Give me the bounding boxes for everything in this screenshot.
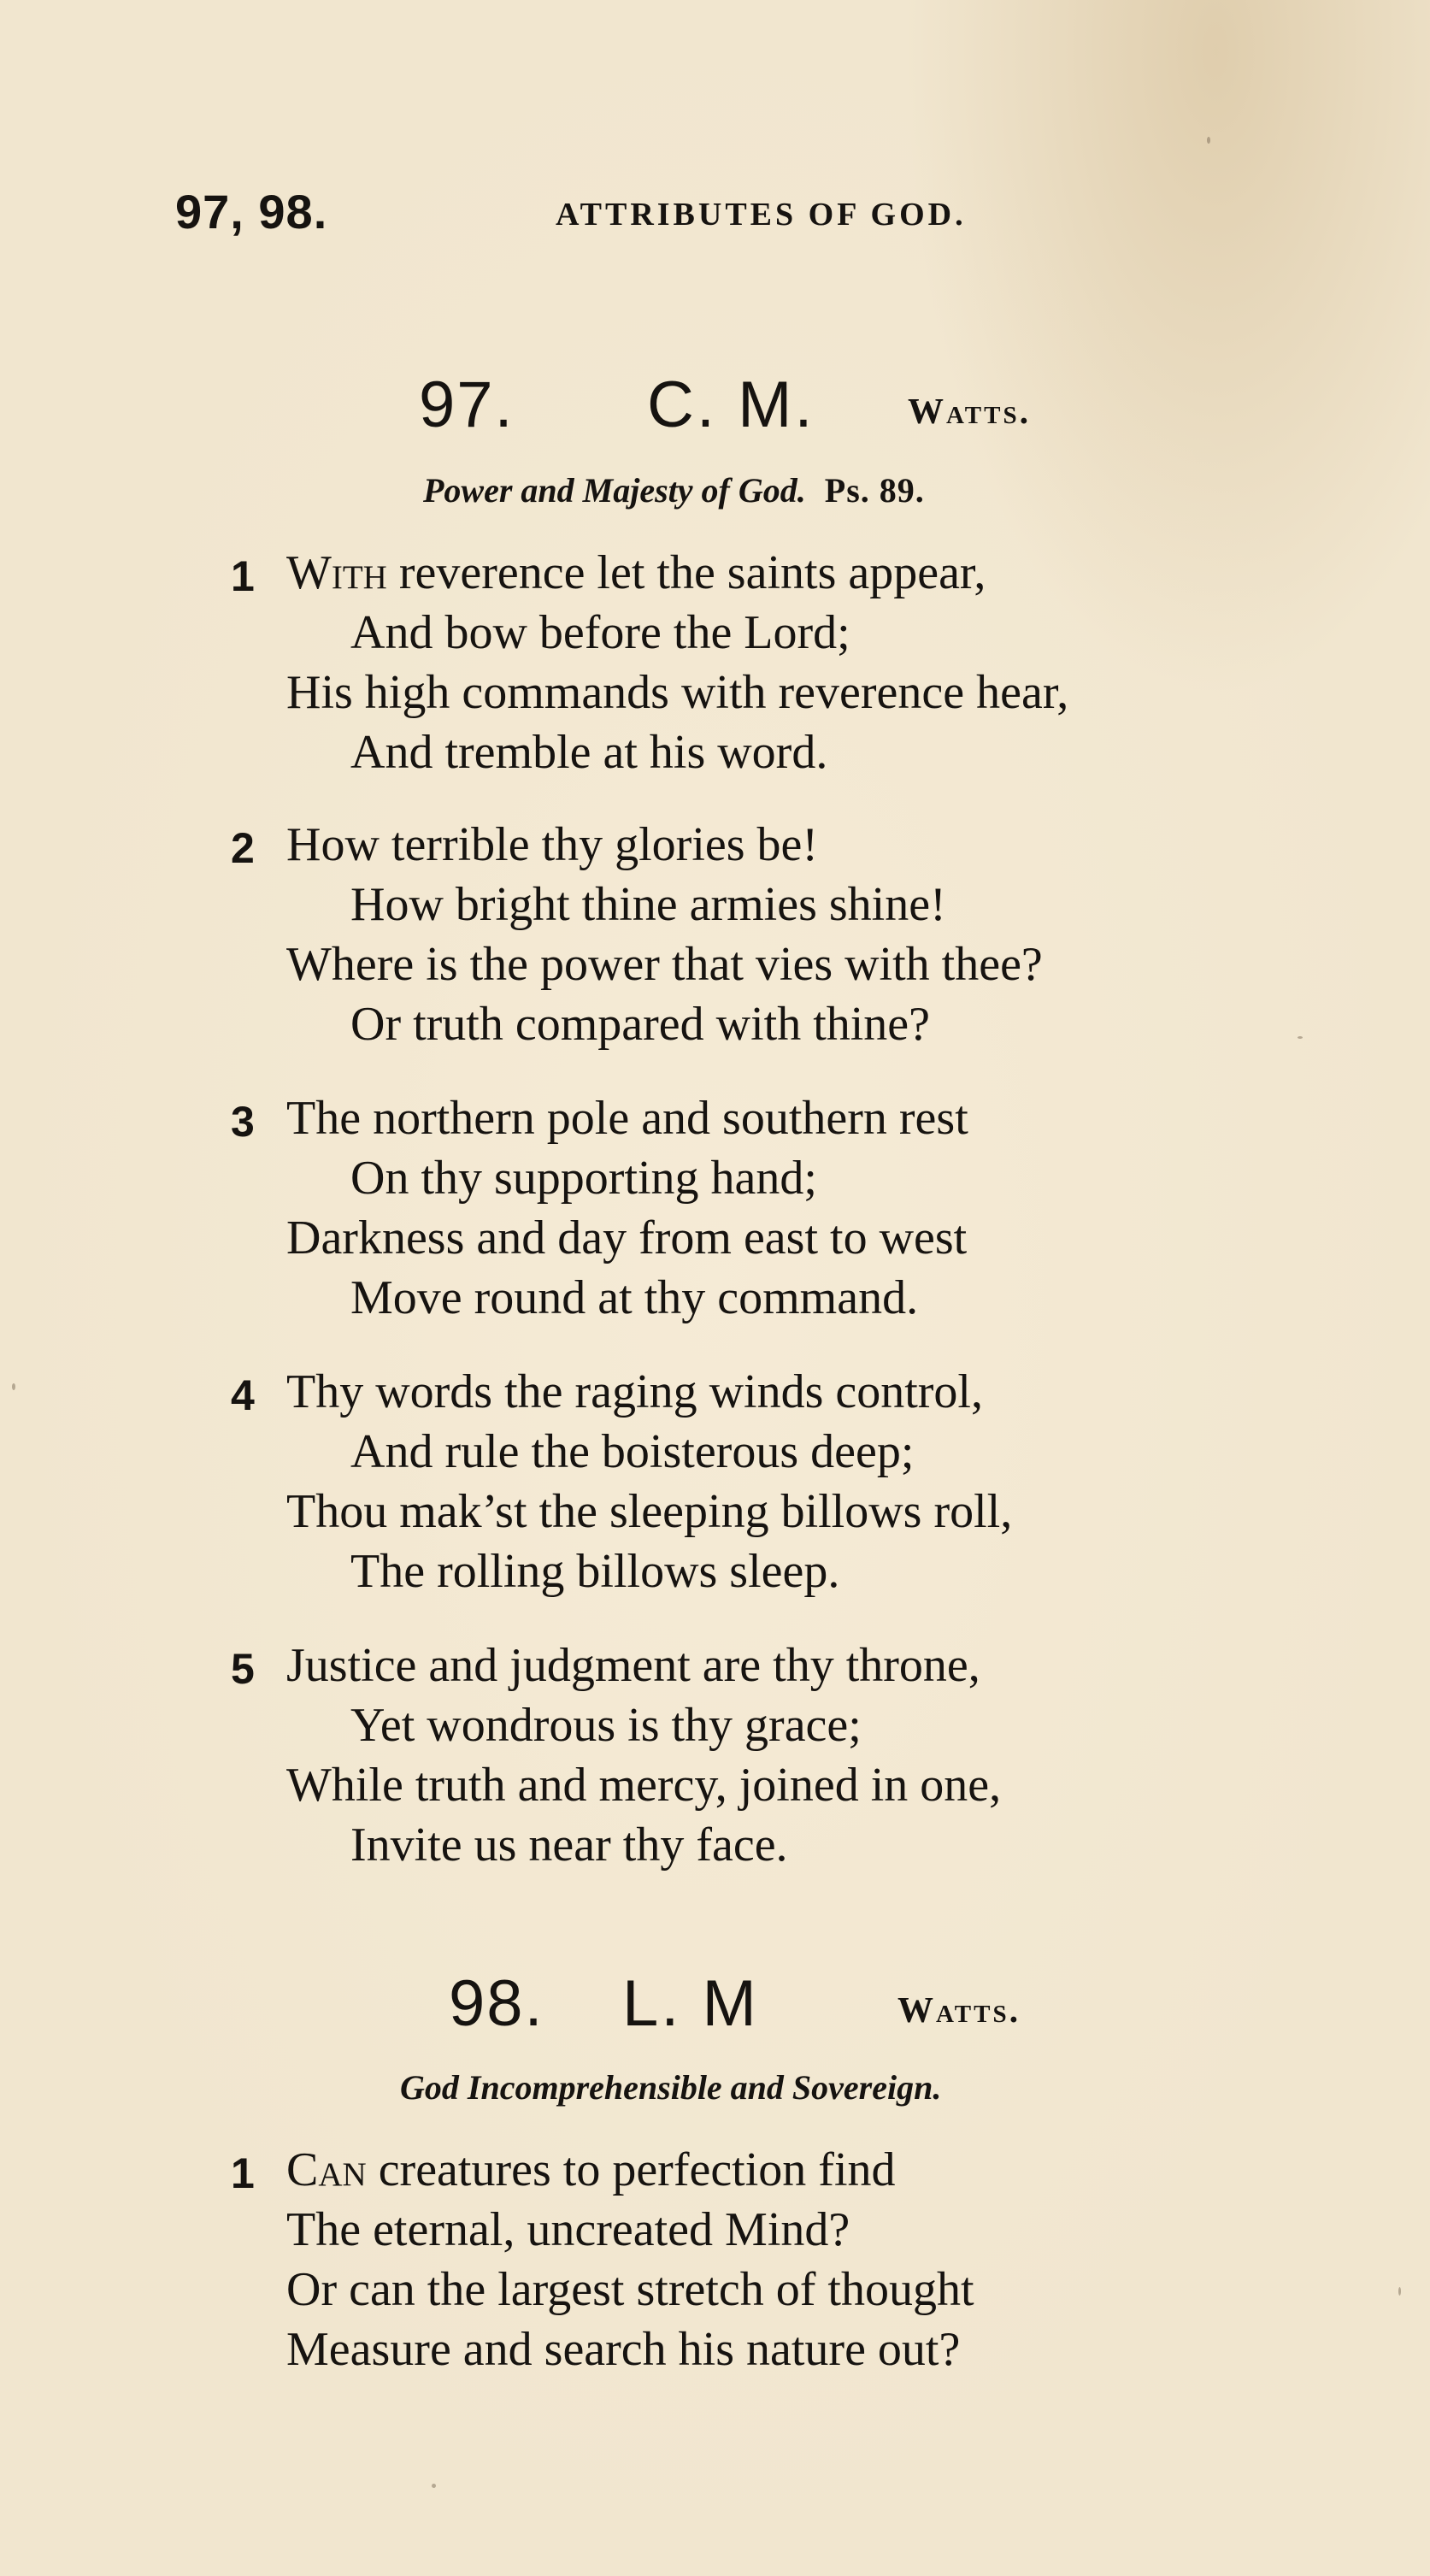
subtitle-text: Power and Majesty of God. bbox=[423, 471, 806, 510]
verse-line: Darkness and day from east to west bbox=[286, 1211, 968, 1264]
verse-line: Measure and search his nature out? bbox=[286, 2323, 961, 2376]
stanza-number: 1 bbox=[231, 552, 255, 600]
hymn-number: 98. bbox=[449, 1967, 544, 2040]
stanza-number: 5 bbox=[231, 1645, 255, 1693]
verse-line: Where is the power that vies with thee? bbox=[286, 938, 1043, 991]
paper-speck bbox=[1398, 2287, 1401, 2296]
verse-line: Invite us near thy face. bbox=[350, 1819, 788, 1872]
verse-line: Thy words the raging winds control, bbox=[286, 1365, 983, 1418]
hymn-98-subtitle bbox=[400, 2067, 941, 2107]
verse-line: His high commands with reverence hear, bbox=[286, 666, 1069, 719]
verse-line: Thou mak’st the sleeping billows roll, bbox=[286, 1485, 1013, 1538]
verse-line: And tremble at his word. bbox=[350, 726, 828, 779]
running-head bbox=[175, 184, 1081, 239]
stanza-number: 1 bbox=[231, 2149, 255, 2197]
verse-line: The eternal, uncreated Mind? bbox=[286, 2203, 850, 2256]
verse-line: While truth and mercy, joined in one, bbox=[286, 1759, 1002, 1812]
hymn-author: Watts. bbox=[897, 1991, 1021, 2031]
paper-speck bbox=[432, 2484, 436, 2488]
stanza-number: 3 bbox=[231, 1098, 255, 1146]
hymn-meter: L. M bbox=[622, 1967, 759, 2040]
drop-word: With bbox=[286, 546, 387, 599]
paper-speck bbox=[12, 1383, 15, 1390]
verse-line: Can creatures to perfection find bbox=[286, 2143, 896, 2196]
hymn-number: 97. bbox=[419, 368, 515, 441]
verse-line: On thy supporting hand; bbox=[350, 1152, 817, 1205]
verse-line: Or can the largest stretch of thought bbox=[286, 2263, 974, 2316]
paper-speck bbox=[1207, 137, 1210, 144]
verse-line: And rule the boisterous deep; bbox=[350, 1425, 915, 1478]
verse-line: How terrible thy glories be! bbox=[286, 818, 819, 871]
hymn-author: Watts. bbox=[908, 392, 1032, 432]
verse-line: With reverence let the saints appear, bbox=[286, 546, 986, 599]
scripture-reference: Ps. 89. bbox=[824, 471, 925, 510]
hymn-98-heading bbox=[0, 1966, 1430, 2043]
subtitle-text: God Incomprehensible and Sovereign. bbox=[400, 2068, 942, 2107]
page-numbers: 97, 98. bbox=[175, 185, 328, 239]
verse-line: Justice and judgment are thy throne, bbox=[286, 1639, 980, 1692]
paper-speck bbox=[1298, 1036, 1303, 1039]
drop-word: Can bbox=[286, 2143, 367, 2196]
stanza-number: 4 bbox=[231, 1371, 255, 1419]
hymn-97-subtitle bbox=[423, 470, 925, 510]
running-title: ATTRIBUTES OF GOD. bbox=[556, 197, 967, 233]
hymn-meter: C. M. bbox=[647, 368, 815, 441]
verse-line: The northern pole and southern rest bbox=[286, 1092, 968, 1145]
verse-line: Or truth compared with thine? bbox=[350, 998, 931, 1051]
verse-line: How bright thine armies shine! bbox=[350, 878, 946, 931]
hymn-97-heading bbox=[0, 368, 1430, 445]
verse-line: Yet wondrous is thy grace; bbox=[350, 1699, 862, 1752]
verse-line: The rolling billows sleep. bbox=[350, 1545, 840, 1598]
stanza-number: 2 bbox=[231, 824, 255, 872]
verse-line: Move round at thy command. bbox=[350, 1271, 919, 1324]
verse-line: And bow before the Lord; bbox=[350, 606, 850, 659]
